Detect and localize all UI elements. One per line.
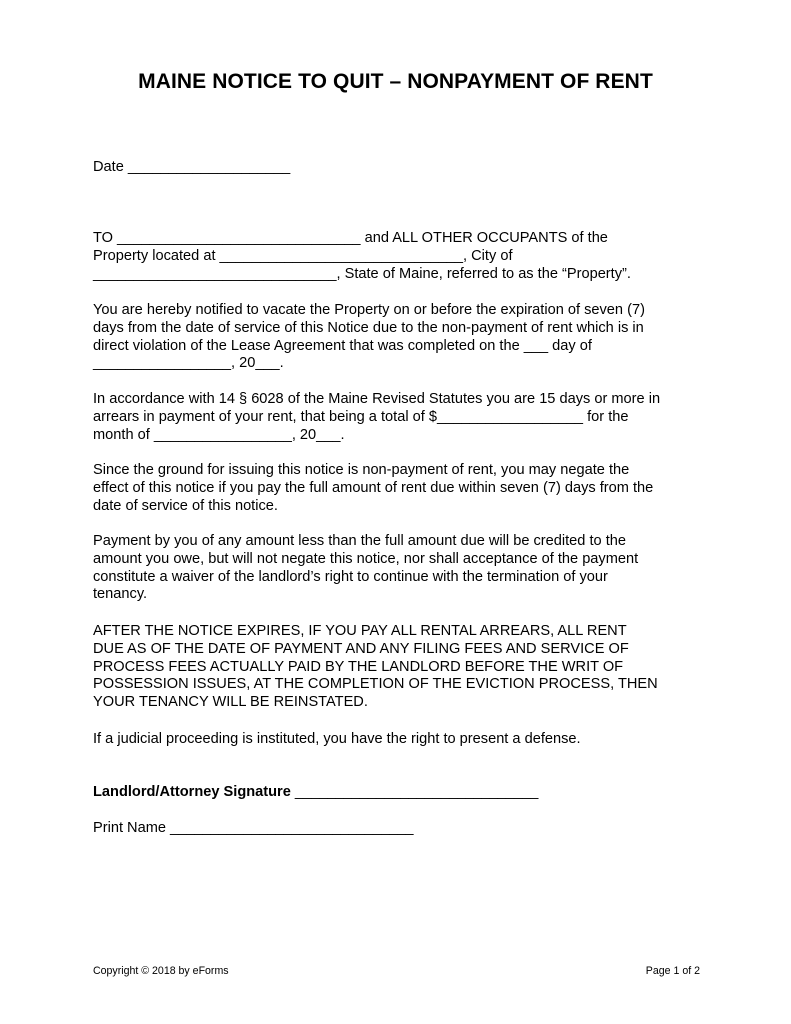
paragraph-payment: Payment by you of any amount less than the full amount due will be credited to the amount you owe, but will not negate this notice, nor shall acceptance of the payment constitute a waiver of the landlord’s right to continue with the termination of your tenancy.	[93, 533, 639, 603]
to-block: TO ______________________________ and ALL OTHER OCCUPANTS of the Property located at ______________________________, City of ______________________________, State of Maine, referred to as the “Property”.	[93, 230, 631, 282]
paragraph-vacate: You are hereby notified to vacate the Property on or before the expiration of seven (7) days from the date of service of this Notice due to the non-payment of rent which is in direct violation of the Lease Agreement that was completed on the ___ day of _________________, 20___.	[93, 302, 645, 372]
paragraph-judicial: If a judicial proceeding is instituted, you have the right to present a defense.	[93, 731, 581, 747]
print-name-line: Print Name ______________________________	[93, 820, 414, 836]
document-title: MAINE NOTICE TO QUIT – NONPAYMENT OF RENT	[138, 70, 653, 93]
signature-label: Landlord/Attorney Signature	[93, 784, 291, 800]
signature-line	[93, 784, 705, 802]
date-line: Date ____________________	[93, 159, 291, 175]
footer-page-number: Page 1 of 2	[645, 965, 700, 977]
signature-blank: ______________________________	[290, 784, 539, 800]
footer-copyright: Copyright © 2018 by eForms	[93, 965, 229, 977]
paragraph-after-expiry: AFTER THE NOTICE EXPIRES, IF YOU PAY ALL RENTAL ARREARS, ALL RENT DUE AS OF THE DATE OF PAYMENT AND ANY FILING FEES AND SERVICE OF PROCESS FEES ACTUALLY PAID BY THE LANDLORD BEFORE THE WRIT OF POSSESSION ISSUES, AT THE COMPLETION OF THE EVICTION PROCESS, THEN YOUR TENANCY WILL BE REINSTATED.	[93, 623, 658, 711]
paragraph-ground: Since the ground for issuing this notice is non-payment of rent, you may negate the effect of this notice if you pay the full amount of rent due within seven (7) days from the date of service of this notice.	[93, 462, 654, 514]
paragraph-accordance: In accordance with 14 § 6028 of the Maine Revised Statutes you are 15 days or more in arrears in payment of your rent, that being a total of $__________________ for the month of _________________, 20___.	[93, 391, 661, 443]
